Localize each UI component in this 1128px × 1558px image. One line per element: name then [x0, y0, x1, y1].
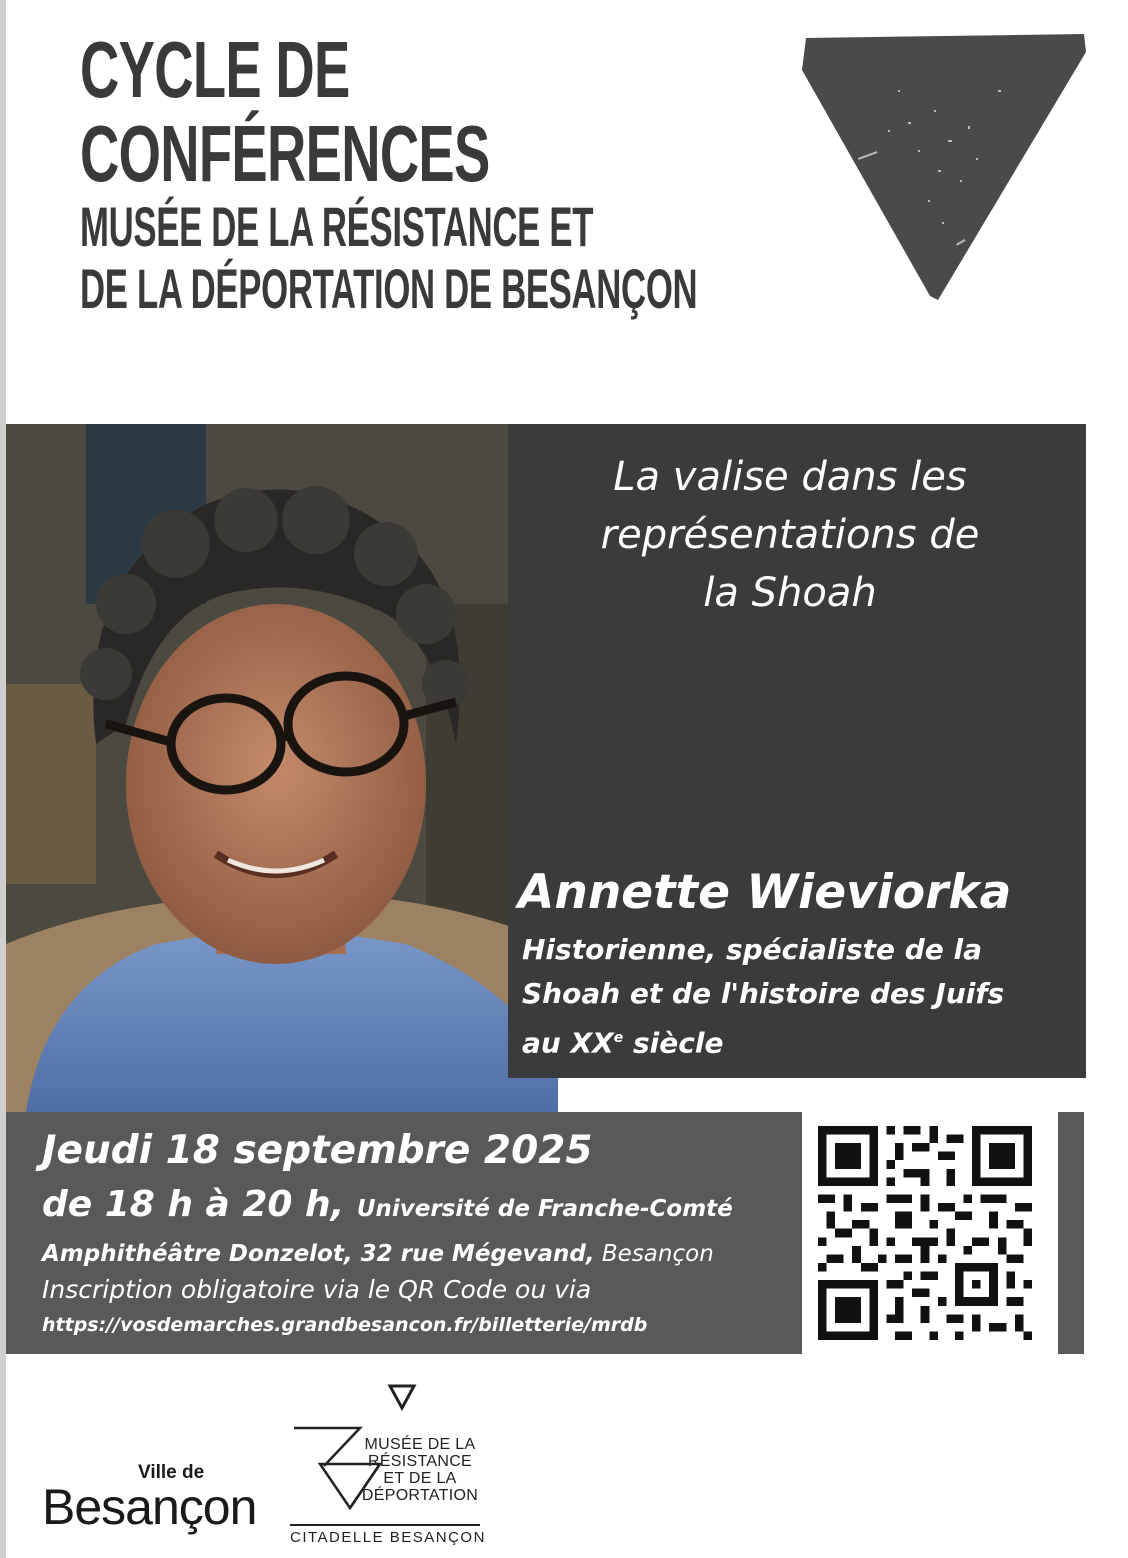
museum-subtitle: CITADELLE BESANÇON — [290, 1529, 486, 1546]
subtitle-line-2: DE LA DÉPORTATION DE BESANÇON — [80, 257, 698, 320]
speaker-desc-line-3 — [522, 1016, 1078, 1065]
museum-logo — [288, 1384, 488, 1554]
title-line-2: CONFÉRENCES — [80, 109, 490, 198]
speaker-name: Annette Wieviorka — [518, 865, 1012, 920]
event-address: Amphithéâtre Donzelot, 32 rue Mégevand, — [42, 1241, 595, 1267]
registration-link[interactable]: https://vosdemarches.grandbesancon.fr/billetterie/mrdb — [42, 1314, 648, 1336]
century-prefix: au XX — [522, 1026, 614, 1060]
event-date: Jeudi 18 septembre 2025 — [42, 1128, 593, 1173]
event-hours: de 18 h à 20 h, — [42, 1184, 345, 1225]
speaker-description — [522, 928, 1078, 1065]
museum-name: MUSÉE DE LA RÉSISTANCE ET DE LA DÉPORTATION — [361, 1436, 479, 1504]
museum-divider — [290, 1524, 480, 1526]
talk-title — [540, 448, 1040, 622]
century-superscript: e — [613, 1030, 624, 1046]
event-university: Université de Franche-Comté — [356, 1196, 733, 1222]
event-time — [42, 1180, 733, 1234]
title-line-1: CYCLE DE — [80, 25, 350, 114]
talk-title-line-3: la Shoah — [703, 570, 877, 616]
event-place — [42, 1236, 714, 1272]
speaker-desc-line-2: Shoah et de l'histoire des Juifs — [522, 977, 1005, 1010]
century-suffix: siècle — [623, 1026, 724, 1060]
ville-de-label: Ville de — [138, 1462, 205, 1483]
besancon-wordmark: Besançon — [42, 1479, 257, 1535]
qr-side-strip — [1058, 1112, 1084, 1354]
talk-title-line-2: représentations de — [600, 512, 980, 558]
event-city: Besançon — [594, 1241, 714, 1267]
speaker-photo — [6, 424, 558, 1112]
qr-code[interactable] — [818, 1126, 1032, 1340]
page-title — [80, 25, 820, 320]
talk-title-line-1: La valise dans les — [613, 454, 967, 500]
subtitle-line-1: MUSÉE DE LA RÉSISTANCE ET — [80, 195, 594, 258]
registration-note: Inscription obligatoire via le QR Code ou via — [42, 1275, 592, 1304]
inverted-triangle-icon — [798, 30, 1088, 302]
speaker-desc-line-1: Historienne, spécialiste de la — [522, 933, 983, 966]
